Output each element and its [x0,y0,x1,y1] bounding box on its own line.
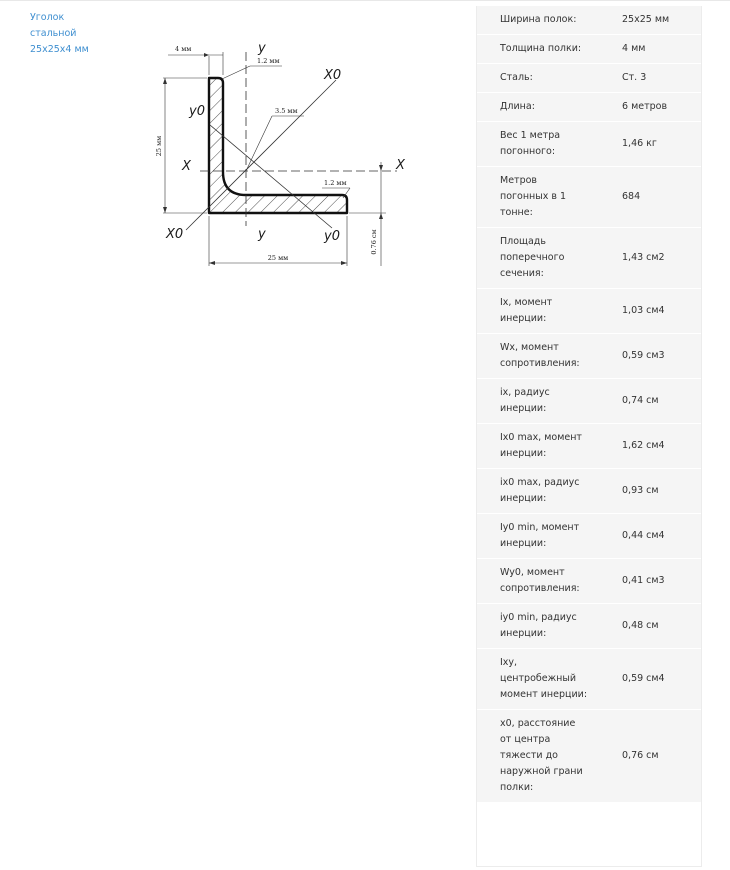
spec-row [476,649,702,710]
spec-label: Ix0 max, момент инерции: [476,424,606,469]
spec-row [476,379,702,424]
spec-value: 0,93 см [606,469,702,514]
spec-value: 0,41 см3 [606,559,702,604]
spec-row [476,604,702,649]
spec-value: 0,74 см [606,379,702,424]
dim-corner-radius-right: 1.2 мм [324,179,347,187]
spec-label: Сталь: [476,64,606,93]
spec-row [476,514,702,559]
spec-label: Ix, момент инерции: [476,289,606,334]
spec-label: Iy0 min, момент инерции: [476,514,606,559]
dim-width: 25 мм [267,254,289,262]
label-y0-bottom: y0 [324,229,340,244]
spec-row [476,228,702,289]
spec-value: Ст. 3 [606,64,702,93]
spec-value: 1,62 см4 [606,424,702,469]
spec-value: 6 метров [606,93,702,122]
top-divider [0,0,730,1]
spec-value: 0,59 см3 [606,334,702,379]
angle-profile [209,78,347,213]
label-x0-bottom: X0 [166,227,184,242]
label-y0-top: y0 [189,104,205,119]
label-x-right: X [396,158,405,173]
spec-value: 684 [606,167,702,228]
spec-label: Ширина полок: [476,6,606,35]
spec-row [476,469,702,514]
spec-row [476,289,702,334]
spec-row [476,424,702,469]
spec-label: Метров погонных в 1 тонне: [476,167,606,228]
spec-label: Wx, момент сопротивления: [476,334,606,379]
label-y-top: y [258,41,266,56]
product-title-link[interactable]: Уголок стальной 25х25х4 мм [30,12,89,55]
spec-row [476,93,702,122]
spec-label: Ixy, центробежный момент инерции: [476,649,606,710]
spec-label: Толщина полки: [476,35,606,64]
spec-row [476,559,702,604]
spec-label: iy0 min, радиус инерции: [476,604,606,649]
spec-value: 0,48 см [606,604,702,649]
angle-section-drawing [150,30,420,280]
spec-value: 0,59 см4 [606,649,702,710]
dim-flange-thickness: 4 мм [175,45,192,53]
label-x0-top: X0 [324,68,342,83]
dim-height: 25 мм [155,135,163,157]
spec-value: 4 мм [606,35,702,64]
spec-label: Площадь поперечного сечения: [476,228,606,289]
spec-row [476,122,702,167]
spec-value: 1,03 см4 [606,289,702,334]
spec-label: Wy0, момент сопротивления: [476,559,606,604]
spec-label: ix0 max, радиус инерции: [476,469,606,514]
spec-row [476,64,702,93]
specs-table [476,6,702,803]
label-x-left: X [182,159,191,174]
spec-value: 1,46 кг [606,122,702,167]
angle-drawing-svg [150,30,420,280]
dim-centroid-offset: 0.76 см [370,229,378,255]
spec-label: x0, расстояние от центра тяжести до наружной грани полки: [476,710,606,803]
spec-value: 25х25 мм [606,6,702,35]
spec-value: 0,76 см [606,710,702,803]
spec-row [476,6,702,35]
specs-table-body [476,6,702,803]
spec-value: 1,43 см2 [606,228,702,289]
spec-row [476,710,702,803]
spec-label: Вес 1 метра погонного: [476,122,606,167]
dim-inner-radius: 3.5 мм [275,107,298,115]
spec-row [476,35,702,64]
spec-label: ix, радиус инерции: [476,379,606,424]
dim-corner-radius-top: 1.2 мм [257,57,280,65]
spec-value: 0,44 см4 [606,514,702,559]
spec-row [476,167,702,228]
spec-label: Длина: [476,93,606,122]
spec-row [476,334,702,379]
label-y-bottom: y [258,227,266,242]
